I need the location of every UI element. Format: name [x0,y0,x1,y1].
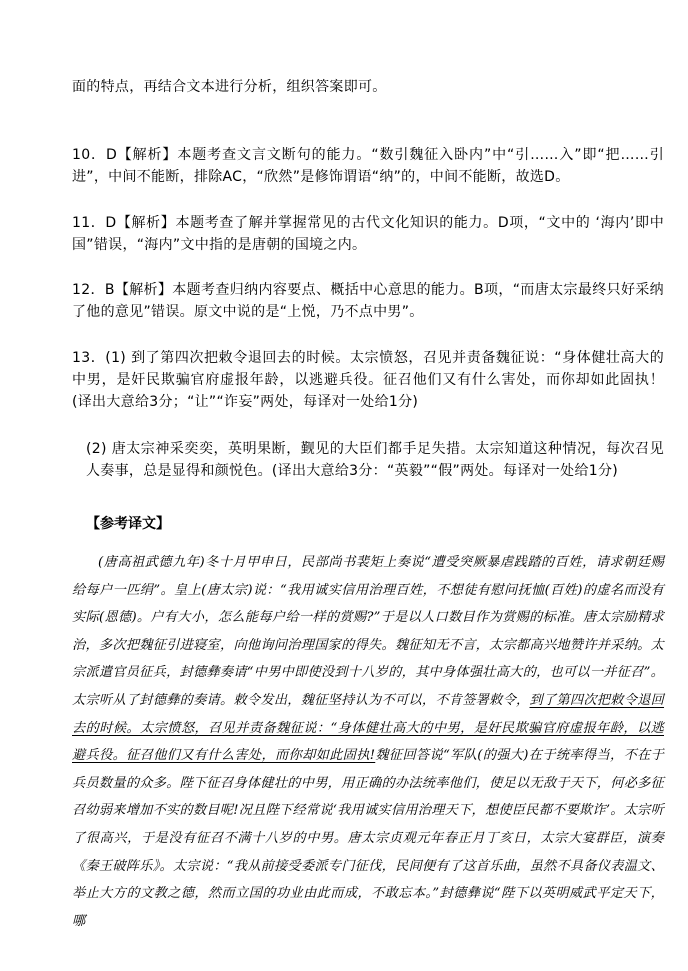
answer-13-1: 13．(1) 到了第四次把敕令退回去的时候。太宗愤怒，召见并责备魏征说：“身体健壮高大的中男，是奸民欺骗官府虚报年龄，以逃避兵役。征召他们又有什么害处，而你却如此固执！(译出大意给3分；“让”“诈妄”两处，每译对一处给1分) [72,350,664,410]
answer-11: 11．D【解析】本题考查了解并掌握常见的古代文化知识的能力。D项，“文中的 ‘海内’即中国”错误，“海内”文中指的是唐朝的国境之内。 [72,215,664,253]
answer-12: 12．B【解析】本题考查归纳内容要点、概括中心意思的能力。B项，“而唐太宗最终只好采纳了他的意见”错误。原文中说的是“上悦，乃不点中男”。 [72,282,664,320]
reference-translation-body [72,549,664,935]
translation-text-part1: (唐高祖武德九年)冬十月甲申日，民部尚书裴矩上奏说“遭受突厥暴虐践踏的百姓，请求朝廷赐给每户一匹绢”。皇上(唐太宗)说：“我用诚实信用治理百姓，不想徒有慰问抚恤(百姓)的虚名而没有实际(恩德)。户有大小，怎么能每户给一样的赏赐?”于是以人口数目作为赏赐的标准。唐太宗励精求治，多次把魏征引进寝室，向他询问治理国家的得失。魏征知无不言，太宗都高兴地赞许并采纳。太宗派遣官员征兵，封德彝奏请“中男中即使没到十八岁的，其中身体强壮高大的，也可以一并征召”。太宗听从了封德彝的奏请。敕令发出，魏征坚持认为不可以，不肯签署敕令， [72,555,664,708]
answer-line-continued: 面的特点，再结合文本进行分析，组织答案即可。 [72,79,387,95]
answer-13-2: (2) 唐太宗神采奕奕，英明果断，觐见的大臣们都手足失措。太宗知道这种情况，每次召见人奏事，总是显得和颜悦色。(译出大意给3分：“英毅”“假”两处。每译对一处给1分) [86,441,664,479]
translation-text-part2: 魏征回答说“军队(的强大)在于统率得当，不在于兵员数量的众多。陛下征召身体健壮的中男，用正确的办法统率他们，使足以无敌于天下，何必多征召幼弱来增加不实的数目呢!况且陛下经常说‘我用诚实信用治理天下，想使臣民都不要欺诈’。太宗听了很高兴，于是没有征召不满十八岁的中男。唐太宗贞观元年春正月丁亥日，太宗大宴群臣，演奏《秦王破阵乐》。太宗说：“我从前接受委派专门征伐，民间便有了这首乐曲，虽然不具备仪表温文、举止大方的文教之德，然而立国的功业由此而成，不敢忘本。”封德彝说“陛下以英明威武平定天下，哪 [72,748,664,929]
reference-translation-heading: 【参考译文】 [86,516,170,532]
translation-underlined-sentence: 到了第四次把敕令退回去的时候。太宗愤怒，召见并责备魏征说：“身体健壮高大的中男，是奸民欺骗官府虚报年龄，以逃避兵役。征召他们又有什么害处，而你却如此固执! [72,692,665,764]
answer-10: 10．D【解析】本题考查文言文断句的能力。“数引魏征入卧内”中“引……入”即“把……引进”，中间不能断，排除AC，“欣然”是修饰谓语“纳”的，中间不能断，故选D。 [72,147,664,185]
